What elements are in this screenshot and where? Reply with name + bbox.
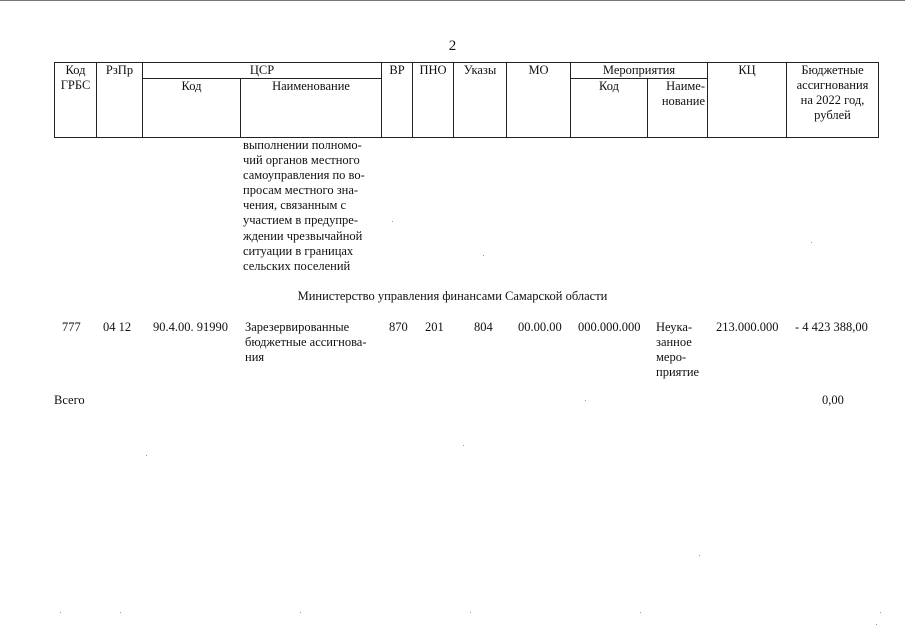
continued-name-line: ситуации в границах [243,243,354,258]
scan-speck [585,400,586,401]
row-kc: 213.000.000 [716,320,779,334]
row-ukazy: 804 [474,320,493,334]
scan-speck [60,612,61,613]
row-mer-name-line: Неука- [656,320,693,334]
row-kod-grbs: 777 [62,320,81,334]
scan-speck [876,624,877,625]
row-rzpr: 04 12 [103,320,132,334]
row-mer-name-line: меро- [656,350,687,364]
header-budget-line-1: Бюджетные [801,63,864,77]
header-ukazy: Указы [454,63,507,138]
scan-speck [463,445,464,446]
scan-speck [811,242,812,243]
header-csr-name: Наименование [241,79,382,138]
continued-name-line: участием в предупре- [243,213,358,228]
header-kod-grbs: Код ГРБС [55,63,97,138]
header-pno: ПНО [413,63,454,138]
header-rzpr: РзПр [97,63,143,138]
header-budget-line-3: на 2022 год, [800,93,865,107]
continued-name-line: просам местного зна- [243,183,359,198]
row-mer-kod: 000.000.000 [578,320,641,334]
header-budget [787,63,879,138]
header-csr-kod: Код [143,79,241,138]
continued-name-line: самоуправления по во- [243,168,365,183]
continued-name-line: чий органов местного [243,153,360,168]
row-csr-name-line: бюджетные ассигнова- [245,335,367,349]
row-amount: - 4 423 388,00 [795,320,868,334]
scan-speck [483,255,484,256]
table-header [54,62,879,138]
header-mer-kod: Код [571,79,648,138]
ministry-heading: Министерство управления финансами Самарской области [297,289,608,303]
scan-speck [300,612,301,613]
header-kc: КЦ [708,63,787,138]
header-mo: МО [507,63,571,138]
row-mer-name-line: приятие [656,365,700,379]
scan-speck [470,612,471,613]
row-mo: 00.00.00 [518,320,562,334]
continued-name-line: выполнении полномо- [243,138,362,152]
header-budget-line-2: ассигнования [796,78,869,92]
row-csr-kod: 90.4.00. 91990 [153,320,228,334]
row-mer-name-line: занное [656,335,692,349]
scan-speck [880,612,881,613]
header-meropriyatiya: Мероприятия [571,63,708,79]
row-csr-name-line: ния [245,350,265,364]
total-amount: 0,00 [822,393,844,407]
top-border-line [0,0,905,1]
scan-speck [120,612,121,613]
row-csr-name-line: Зарезервированные [245,320,350,334]
header-mer-name-line-2: нование [661,94,706,108]
header-mer-name-line-1: Наиме- [666,79,706,93]
header-vr: ВР [382,63,413,138]
continued-name-line: чения, связанным с [243,198,347,213]
row-pno: 201 [425,320,444,334]
continued-name-line: сельских поселений [243,258,351,273]
row-vr: 870 [389,320,408,334]
scan-speck [392,221,393,222]
header-budget-line-4: рублей [814,108,851,122]
continued-name-line: ждении чрезвычайной [243,228,363,243]
total-label: Всего [54,393,85,407]
scan-speck [146,455,147,456]
header-mer-name [648,79,708,138]
scan-speck [640,612,641,613]
continued-name-text [243,138,376,274]
header-csr: ЦСР [143,63,382,79]
scan-speck [699,555,700,556]
row-mer-name [656,320,699,380]
row-csr-name [245,320,385,365]
page-number: 2 [448,38,457,54]
